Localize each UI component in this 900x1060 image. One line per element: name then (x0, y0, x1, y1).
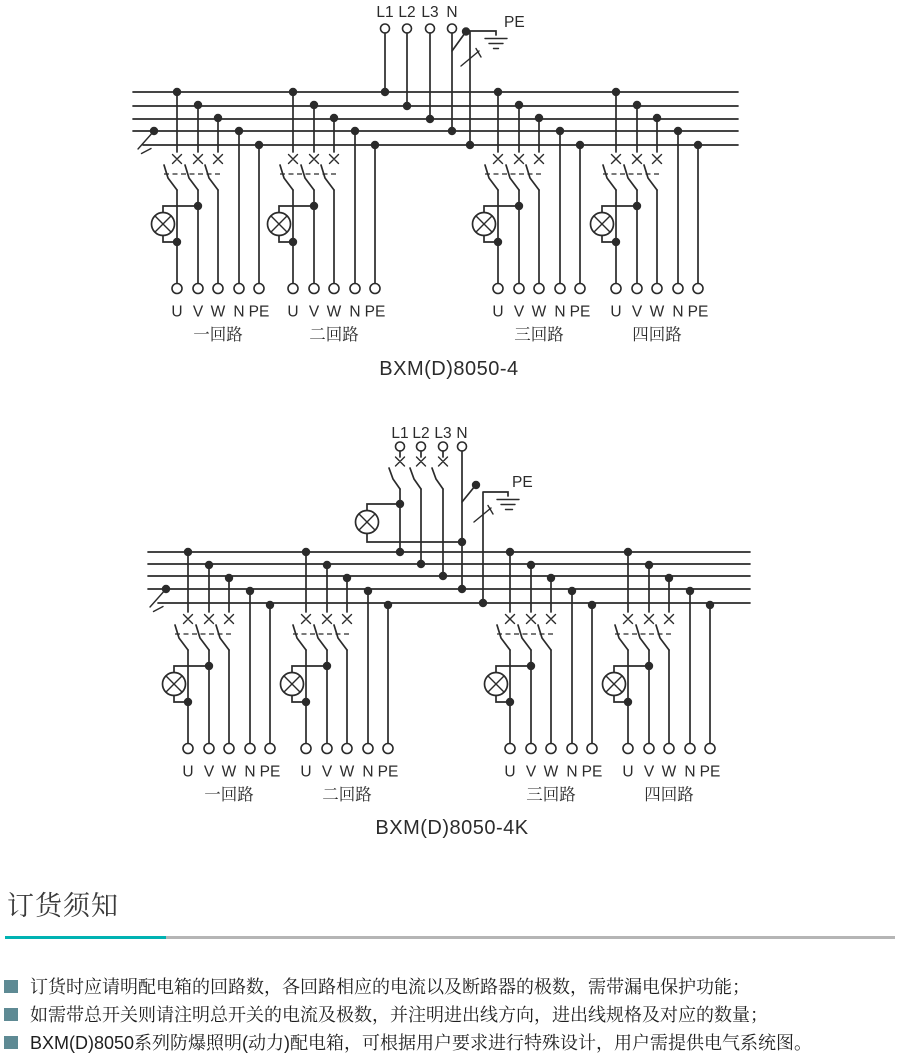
incoming-label-n: N (446, 4, 458, 21)
svg-text:N: N (244, 763, 256, 781)
svg-text:二回路: 二回路 (309, 326, 359, 344)
svg-text:四回路: 四回路 (644, 786, 694, 804)
svg-text:PE: PE (377, 763, 399, 781)
svg-text:V: V (203, 763, 215, 781)
bus-bars (148, 552, 750, 603)
svg-text:N: N (672, 303, 684, 321)
svg-text:W: W (326, 303, 342, 321)
notice-item-text: 订货时应请明配电箱的回路数，各回路相应的电流以及断路器的极数，需带漏电保护功能； (30, 977, 750, 997)
svg-text:三回路: 三回路 (514, 326, 564, 344)
svg-text:PE: PE (259, 763, 281, 781)
svg-text:N: N (233, 303, 245, 321)
incoming-label-n: N (456, 425, 468, 442)
svg-text:PE: PE (699, 763, 721, 781)
notice-item-text: BXM(D)8050系列防爆照明(动力)配电箱，可根据用户要求进行特殊设计，用户需提供电气系统图。 (30, 1033, 813, 1053)
svg-text:W: W (210, 303, 226, 321)
diagram-2-title: BXM(D)8050-4K (375, 817, 529, 839)
svg-text:V: V (525, 763, 537, 781)
svg-text:U: U (622, 763, 634, 781)
svg-text:N: N (554, 303, 566, 321)
svg-text:N: N (684, 763, 696, 781)
terminal-labels (171, 304, 708, 321)
square-bullet-icon (4, 980, 18, 993)
branch-circuit-2 (281, 548, 394, 754)
svg-text:W: W (543, 763, 559, 781)
main-switch (389, 442, 467, 593)
svg-text:W: W (221, 763, 237, 781)
diagram-1-title: BXM(D)8050-4 (379, 358, 519, 380)
terminal-labels (182, 764, 720, 781)
svg-text:一回路: 一回路 (204, 786, 254, 804)
svg-text:PE: PE (248, 303, 270, 321)
section-divider (5, 936, 895, 939)
svg-text:U: U (504, 763, 516, 781)
svg-text:W: W (531, 303, 547, 321)
square-bullet-icon (4, 1008, 18, 1021)
svg-text:U: U (287, 303, 299, 321)
svg-text:四回路: 四回路 (632, 326, 682, 344)
svg-text:V: V (631, 303, 643, 321)
incoming-indicator-lamp (356, 500, 467, 546)
notice-list (4, 977, 894, 1060)
branch-circuit-3 (485, 548, 598, 754)
notice-heading: 订货须知 (7, 891, 119, 921)
incoming-label-l2: L2 (412, 425, 430, 442)
incoming-label-l3: L3 (434, 425, 452, 442)
square-bullet-icon (4, 1036, 18, 1049)
notice-item (4, 977, 894, 998)
svg-text:W: W (339, 763, 355, 781)
svg-text:N: N (349, 303, 361, 321)
svg-text:PE: PE (581, 763, 603, 781)
svg-text:N: N (362, 763, 374, 781)
notice-item (4, 1033, 894, 1054)
circuit-names (204, 785, 694, 804)
svg-text:一回路: 一回路 (193, 326, 243, 344)
svg-text:W: W (661, 763, 677, 781)
svg-text:U: U (492, 303, 504, 321)
wiring-diagram-1 (133, 4, 738, 380)
incoming-label-l3: L3 (421, 4, 439, 21)
svg-text:U: U (171, 303, 183, 321)
svg-text:PE: PE (364, 303, 386, 321)
svg-text:W: W (649, 303, 665, 321)
svg-text:N: N (566, 763, 578, 781)
bus-bars (133, 92, 738, 145)
svg-text:V: V (643, 763, 655, 781)
svg-text:二回路: 二回路 (322, 786, 372, 804)
svg-text:PE: PE (687, 303, 709, 321)
circuit-names (193, 325, 682, 344)
pe-label: PE (512, 474, 533, 491)
incoming-label-l2: L2 (398, 4, 416, 21)
svg-text:V: V (308, 303, 320, 321)
pe-label: PE (504, 14, 525, 31)
svg-text:U: U (610, 303, 622, 321)
svg-text:V: V (321, 763, 333, 781)
svg-text:三回路: 三回路 (526, 786, 576, 804)
svg-text:V: V (192, 303, 204, 321)
section-divider-accent (5, 936, 166, 939)
svg-text:U: U (182, 763, 194, 781)
wiring-diagram-2 (148, 425, 750, 839)
svg-text:PE: PE (569, 303, 591, 321)
incoming-label-l1: L1 (376, 4, 394, 21)
svg-text:V: V (513, 303, 525, 321)
branch-circuit-1 (163, 548, 276, 754)
incoming-label-l1: L1 (391, 425, 409, 442)
notice-item-text: 如需带总开关则请注明总开关的电流及极数，并注明进出线方向，进出线规格及对应的数量； (30, 1005, 768, 1025)
svg-text:U: U (300, 763, 312, 781)
branch-circuit-4 (603, 548, 716, 754)
notice-item (4, 1005, 894, 1026)
